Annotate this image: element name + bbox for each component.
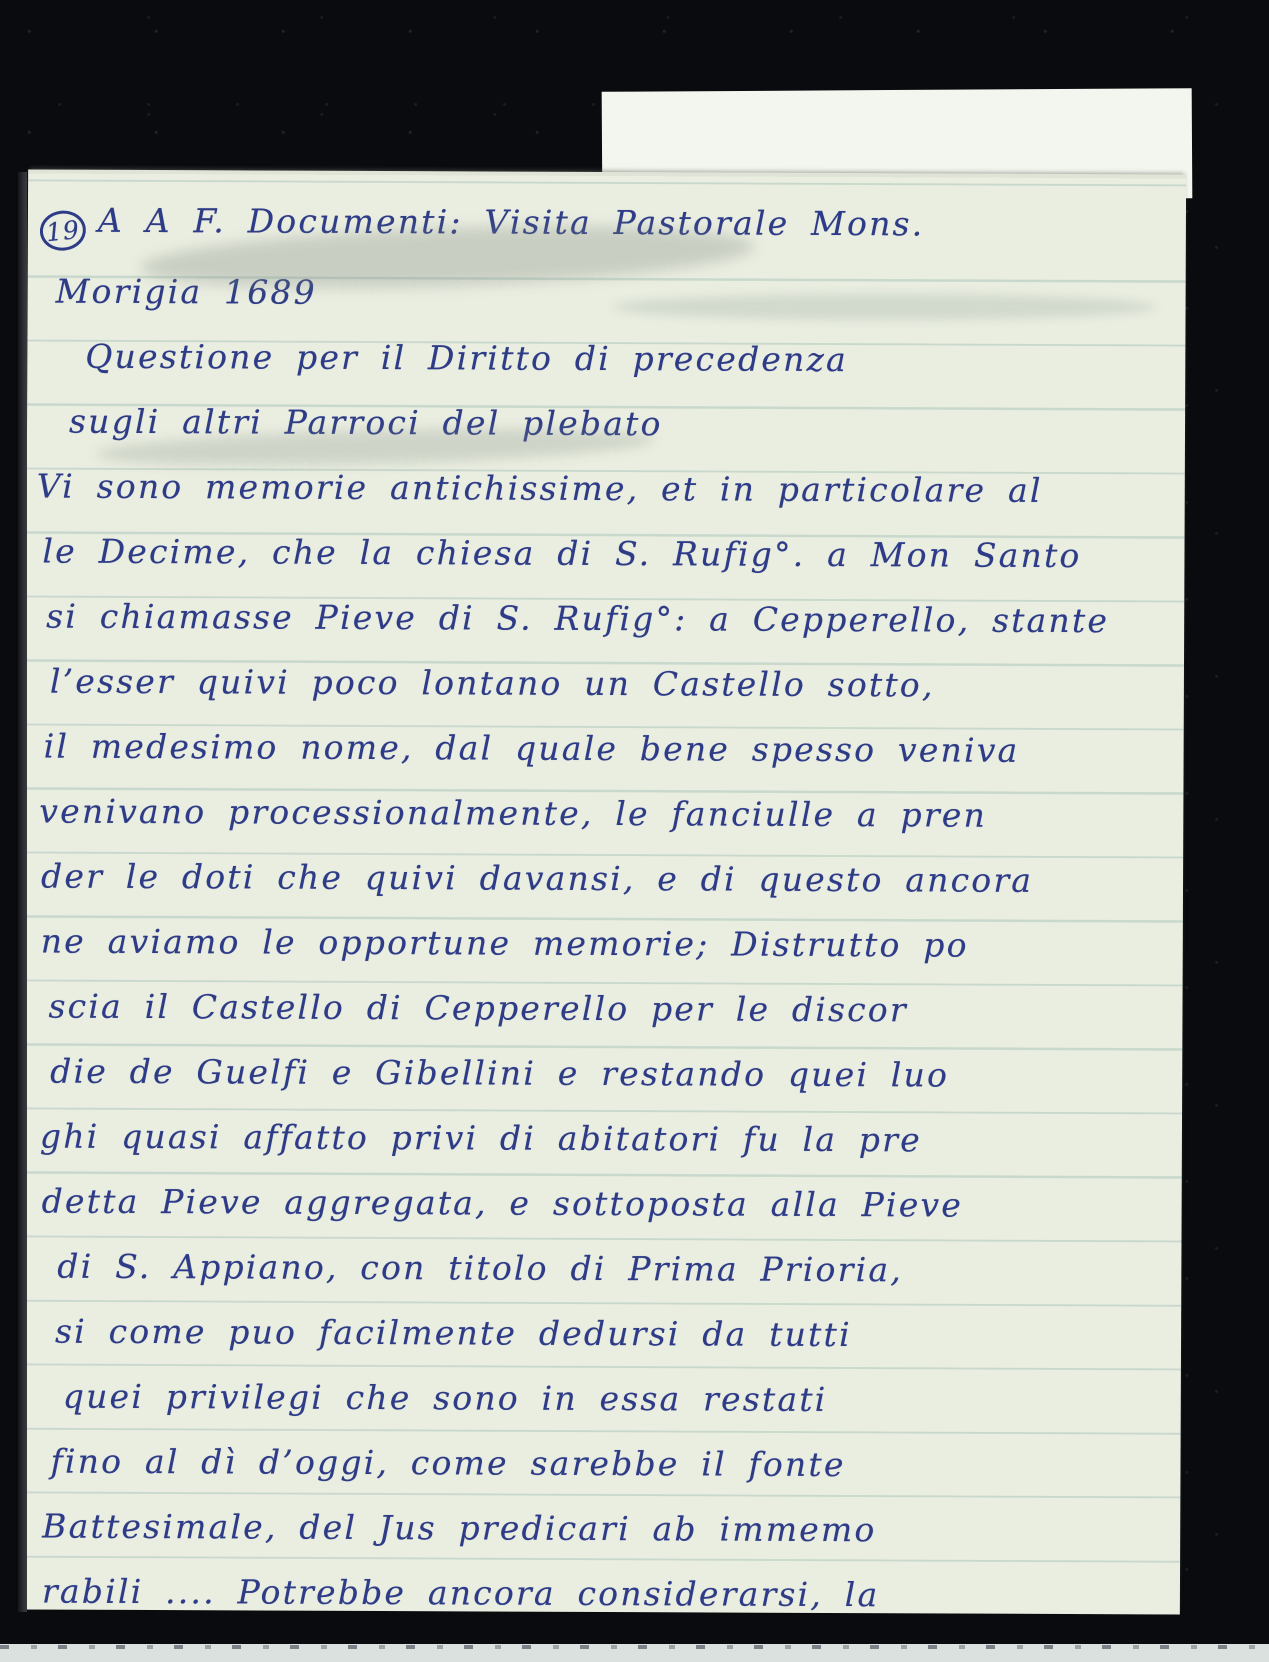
manuscript-line: di S. Appiano, con titolo di Prima Prioria, xyxy=(57,1246,904,1290)
manuscript-line: die de Guelfi e Gibellini e restando quei luo xyxy=(50,1051,950,1095)
manuscript-line: si chiamasse Pieve di S. Rufig°: a Cepperello, stante xyxy=(46,596,1110,641)
paper-left-edge-shadow xyxy=(18,172,27,1612)
manuscript-line: quei privilegi che sono in essa restati xyxy=(62,1376,828,1419)
manuscript-line: rabili .... Potrebbe ancora considerarsi, la xyxy=(41,1571,880,1615)
next-page-edge xyxy=(0,1644,1269,1662)
item-number-circled: 19 xyxy=(38,208,88,252)
manuscript-line: fino al dì d’oggi, come sarebbe il fonte xyxy=(50,1441,846,1485)
manuscript-page xyxy=(22,169,1186,1614)
manuscript-line: le Decime, che la chiesa di S. Rufig°. a Mon Santo xyxy=(42,531,1082,576)
manuscript-line: detta Pieve aggregata, e sottoposta alla Pieve xyxy=(41,1181,964,1225)
manuscript-line: l’esser quivi poco lontano un Castello sotto, xyxy=(49,661,935,705)
manuscript-line: der le doti che quivi davansi, e di questo ancora xyxy=(40,856,1034,900)
manuscript-line: sugli altri Parroci del plebato xyxy=(68,401,663,444)
manuscript-line: il medesimo nome, dal quale bene spesso veniva xyxy=(43,726,1020,770)
manuscript-line: ghi quasi affatto privi di abitatori fu la pre xyxy=(39,1116,922,1160)
manuscript-title-line xyxy=(40,188,1182,258)
title-text: A A F. Documenti: Visita Pastorale Mons. xyxy=(97,200,925,244)
manuscript-line: Morigia 1689 xyxy=(55,271,317,312)
manuscript-line: Questione per il Diritto di precedenza xyxy=(85,336,849,380)
manuscript-line: ne aviamo le opportune memorie; Distrutto po xyxy=(40,921,969,965)
manuscript-line: venivano processionalmente, le fanciulle a pren xyxy=(39,791,988,835)
handwritten-text-block xyxy=(32,188,1182,1615)
manuscript-line: Vi sono memorie antichissime, et in particolare al xyxy=(36,466,1043,510)
manuscript-line: Battesimale, del Jus predicari ab immemo xyxy=(42,1506,877,1550)
manuscript-line: si come puo facilmente dedursi da tutti xyxy=(54,1311,852,1355)
manuscript-line: scia il Castello di Cepperello per le discor xyxy=(48,986,908,1030)
